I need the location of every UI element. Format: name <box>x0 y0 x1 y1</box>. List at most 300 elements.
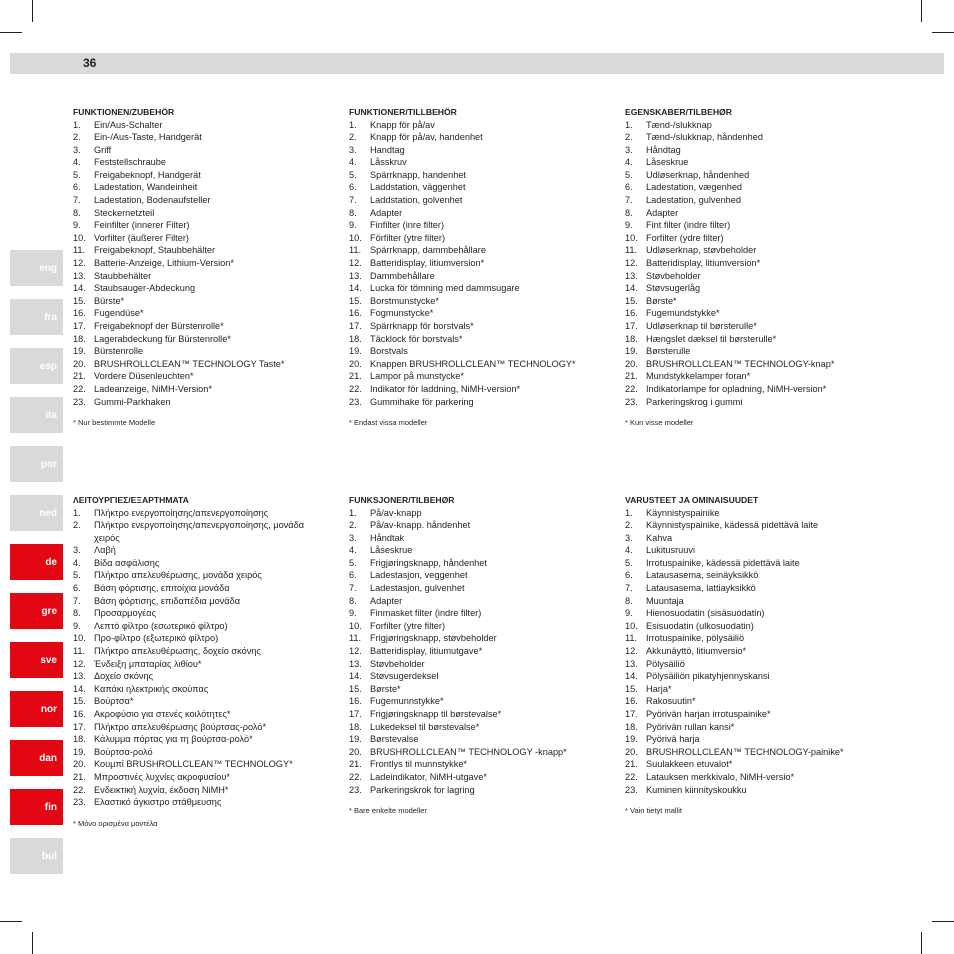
item-text: Irrotuspainike, pölysäiliö <box>646 633 745 644</box>
list-item <box>625 119 875 132</box>
item-text: Ελαστικό άγκιστρο στάθμευσης <box>94 797 222 808</box>
list-item <box>73 156 323 169</box>
item-number: 10. <box>73 633 86 644</box>
section-de <box>73 106 323 427</box>
list-item <box>349 270 599 283</box>
item-number: 7. <box>73 195 81 206</box>
list-item <box>349 582 599 595</box>
item-text: Καπάκι ηλεκτρικής σκούπας <box>94 683 209 694</box>
list-item <box>625 519 875 532</box>
item-number: 18. <box>73 333 86 344</box>
list-item <box>73 695 323 708</box>
item-number: 8. <box>349 207 357 218</box>
item-text: Freigabeknopf der Bürstenrolle* <box>94 321 224 331</box>
lang-tab-de[interactable] <box>10 544 63 580</box>
item-text: Udløserknap til børsterulle* <box>646 321 757 331</box>
item-number: 2. <box>73 132 81 143</box>
lang-tab-por[interactable] <box>10 446 63 482</box>
item-number: 4. <box>73 557 81 568</box>
item-text: Finfilter (inre filter) <box>370 220 445 231</box>
item-number: 12. <box>73 658 86 669</box>
item-text: Suulakkeen etuvalot* <box>646 759 733 770</box>
list-item <box>73 358 323 371</box>
item-number: 18. <box>73 734 86 745</box>
item-number: 16. <box>349 696 362 707</box>
item-text: Spärrknapp, dammbehållare <box>370 245 486 256</box>
item-number: 14. <box>625 671 638 682</box>
item-number: 5. <box>625 169 633 180</box>
list-item <box>73 557 323 570</box>
item-number: 7. <box>349 583 357 594</box>
list-item <box>625 758 875 771</box>
item-number: 13. <box>73 671 86 682</box>
item-text: Ladeindikator, NiMH-utgave* <box>370 771 487 782</box>
item-text: Tænd-/slukknap, håndenhed <box>646 132 763 143</box>
list-item <box>625 345 875 358</box>
crop-mark <box>0 921 22 922</box>
list-item <box>73 396 323 409</box>
item-number: 9. <box>73 620 81 631</box>
list-item <box>349 758 599 771</box>
item-number: 17. <box>625 321 638 331</box>
item-number: 4. <box>625 157 633 168</box>
item-text: Knappen BRUSHROLLCLEAN™ TECHNOLOGY* <box>370 358 576 369</box>
item-text: Akkunäyttö, litiumversio* <box>646 646 747 657</box>
item-text: Ακροφύσιο για στενές κοιλότητες* <box>94 709 231 719</box>
item-text: Fogmunstycke* <box>370 308 434 319</box>
lang-tab-ned[interactable] <box>10 495 63 531</box>
header-bar <box>10 53 944 74</box>
item-text: Batteridisplay, litiumversion* <box>646 258 761 269</box>
list-item <box>625 582 875 595</box>
item-text: Batteridisplay, litiumversion* <box>370 258 485 269</box>
item-text: Finmasket filter (indre filter) <box>370 608 482 619</box>
list-item <box>73 607 323 620</box>
list-item <box>349 144 599 157</box>
item-number: 20. <box>625 358 638 369</box>
item-text: Πλήκτρο ενεργοποίησης/απενεργοποίησης <box>94 507 269 518</box>
item-number: 23. <box>625 784 638 795</box>
item-text: Βάση φόρτισης, επιδαπέδια μονάδα <box>94 595 241 606</box>
list-item <box>349 320 599 333</box>
lang-tab-ita[interactable] <box>10 397 63 433</box>
list-item <box>625 156 875 169</box>
item-number: 8. <box>73 207 81 218</box>
item-number: 13. <box>625 270 638 281</box>
item-number: 4. <box>73 157 81 168</box>
list-item <box>349 695 599 708</box>
list-item <box>73 207 323 220</box>
item-number: 16. <box>73 709 86 719</box>
item-text: Feinfilter (innerer Filter) <box>94 220 190 231</box>
item-number: 7. <box>349 195 357 206</box>
section-fin <box>625 494 875 815</box>
list-item <box>625 708 875 721</box>
item-text: Ενδεικτική λυχνία, έκδοση NiMH* <box>94 784 229 795</box>
list-item <box>625 746 875 759</box>
item-text: Ladestation, Bodenaufsteller <box>94 195 211 206</box>
item-text: Hienosuodatin (sisäsuodatin) <box>646 608 765 619</box>
item-number: 3. <box>73 144 81 155</box>
list-item <box>625 370 875 383</box>
item-number: 5. <box>349 557 357 568</box>
item-number: 20. <box>625 746 638 757</box>
item-text: Vorfilter (äußerer Filter) <box>94 232 189 243</box>
item-text: Staubsauger-Abdeckung <box>94 283 196 294</box>
item-text: På/av-knapp <box>370 507 422 518</box>
item-number: 5. <box>349 169 357 180</box>
item-number: 2. <box>625 520 633 531</box>
item-text: Knapp för på/av, handenhet <box>370 132 483 143</box>
item-number: 3. <box>73 545 81 556</box>
item-text: Μπροστινές λυχνίες ακροφυσίου* <box>94 771 230 782</box>
item-number: 6. <box>73 182 81 193</box>
list-item <box>625 181 875 194</box>
item-number: 10. <box>349 620 362 631</box>
item-text: Steckernetzteil <box>94 207 155 218</box>
list-item <box>73 620 323 633</box>
item-text: Forfilter (ydre filter) <box>646 232 724 243</box>
item-number: 21. <box>625 371 638 382</box>
item-number: 19. <box>73 346 86 357</box>
item-text: Batterie-Anzeige, Lithium-Version* <box>94 258 234 269</box>
item-text: Bürste* <box>94 295 125 306</box>
item-number: 13. <box>625 658 638 669</box>
feature-list <box>349 119 599 409</box>
list-item <box>73 569 323 582</box>
list-item <box>73 758 323 771</box>
crop-mark <box>32 932 33 954</box>
item-number: 9. <box>349 608 357 619</box>
list-item <box>73 307 323 320</box>
item-text: Låseskrue <box>370 545 413 556</box>
feature-list <box>625 119 875 409</box>
item-number: 13. <box>73 270 86 281</box>
feature-list <box>349 507 599 797</box>
item-number: 19. <box>625 734 638 745</box>
list-item <box>73 282 323 295</box>
list-item <box>73 295 323 308</box>
lang-tab-dan[interactable] <box>10 740 63 776</box>
list-item <box>349 645 599 658</box>
list-item <box>73 746 323 759</box>
item-text: Frigjøringsknapp, håndenhet <box>370 557 487 568</box>
list-item <box>625 194 875 207</box>
item-text: Adapter <box>646 207 679 218</box>
item-text: BRUSHROLLCLEAN™ TECHNOLOGY -knapp* <box>370 746 567 757</box>
lang-tab-bul[interactable] <box>10 838 63 874</box>
item-number: 10. <box>349 232 362 243</box>
item-number: 14. <box>73 283 86 294</box>
item-text: Handtag <box>370 144 405 155</box>
lang-tab-eng[interactable] <box>10 250 63 286</box>
list-item <box>625 396 875 409</box>
list-item <box>349 119 599 132</box>
item-number: 18. <box>625 721 638 732</box>
list-item <box>625 721 875 734</box>
item-text: Käynnistyspainike, kädessä pidettävä laite <box>646 520 819 531</box>
lang-tab-sve[interactable] <box>10 642 63 678</box>
item-number: 6. <box>625 182 633 193</box>
item-text: Lucka för tömning med dammsugare <box>370 283 520 294</box>
list-item <box>349 708 599 721</box>
item-text: Låsskruv <box>370 157 407 168</box>
list-item <box>73 519 323 544</box>
footnote: * Kun visse modeller <box>625 418 694 428</box>
list-item <box>625 632 875 645</box>
item-number: 11. <box>625 245 638 256</box>
item-text: Frigjøringsknapp til børstevalse* <box>370 709 502 719</box>
lang-tab-fra[interactable] <box>10 299 63 335</box>
section-title: EGENSKABER/TILBEHØR <box>625 107 732 117</box>
item-text: Feststellschraube <box>94 157 167 168</box>
lang-tab-label: eng <box>39 262 57 274</box>
item-number: 5. <box>625 557 633 568</box>
item-number: 19. <box>349 734 362 745</box>
item-text: Lagerabdeckung für Bürstenrolle* <box>94 333 231 344</box>
item-number: 16. <box>625 308 638 319</box>
item-number: 7. <box>73 595 81 606</box>
list-item <box>349 746 599 759</box>
item-text: Tænd-/slukknap <box>646 119 712 130</box>
list-item <box>73 169 323 182</box>
item-text: Latausasema, lattiayksikkö <box>646 583 756 594</box>
item-number: 18. <box>349 721 362 732</box>
item-text: Κάλυμμα πόρτας για τη βούρτσα-ρολό* <box>94 734 253 745</box>
item-text: Πλήκτρο ενεργοποίησης/απενεργοποίησης, μονάδα χειρός <box>94 520 305 543</box>
list-item <box>349 295 599 308</box>
footnote: * Bare enkelte modeller <box>349 806 427 816</box>
item-text: Λαβή <box>94 545 116 556</box>
item-number: 13. <box>349 658 362 669</box>
list-item <box>73 658 323 671</box>
item-text: Pölysäiliö <box>646 658 685 669</box>
list-item <box>625 270 875 283</box>
item-text: Käynnistyspainike <box>646 507 720 518</box>
item-text: Pyörivän harjan irrotuspainike* <box>646 709 771 719</box>
item-text: Ladestation, vægenhed <box>646 182 743 193</box>
list-item <box>73 670 323 683</box>
list-item <box>625 144 875 157</box>
item-number: 2. <box>349 520 357 531</box>
crop-mark <box>932 921 954 922</box>
list-item <box>73 144 323 157</box>
section-dan <box>625 106 875 427</box>
item-text: Ladestasjon, gulvenhet <box>370 583 465 594</box>
item-text: Støvsugerlåg <box>646 283 701 294</box>
item-text: Freigabeknopf, Staubbehälter <box>94 245 216 256</box>
item-text: Laddstation, golvenhet <box>370 195 463 206</box>
list-item <box>73 733 323 746</box>
list-item <box>625 358 875 371</box>
item-number: 10. <box>625 232 638 243</box>
item-text: Adapter <box>370 207 403 218</box>
lang-tab-gre[interactable] <box>10 593 63 629</box>
lang-tab-label: ita <box>45 409 57 421</box>
item-text: BRUSHROLLCLEAN™ TECHNOLOGY Taste* <box>94 358 285 369</box>
item-number: 4. <box>349 545 357 556</box>
item-text: Fugendüse* <box>94 308 144 319</box>
item-number: 11. <box>73 245 86 256</box>
item-text: Gummihake för parkering <box>370 396 474 407</box>
item-text: Støvbeholder <box>646 270 701 281</box>
item-text: Håndtak <box>370 532 405 543</box>
item-number: 22. <box>349 771 362 782</box>
item-text: Πλήκτρο απελευθέρωσης βούρτσας-ρολό* <box>94 721 267 732</box>
lang-tab-label: nor <box>40 703 57 715</box>
list-item <box>349 131 599 144</box>
item-number: 23. <box>625 396 638 407</box>
list-item <box>349 345 599 358</box>
list-item <box>349 532 599 545</box>
item-text: På/av-knapp. håndenhet <box>370 520 471 531</box>
crop-mark <box>921 0 922 22</box>
list-item <box>349 282 599 295</box>
item-number: 17. <box>349 709 362 719</box>
item-text: Hængslet dæksel til børsterulle* <box>646 333 777 344</box>
item-text: Latausasema, seinäyksikkö <box>646 570 759 581</box>
section-gre <box>73 494 323 828</box>
list-item <box>73 270 323 283</box>
list-item <box>73 544 323 557</box>
item-number: 11. <box>73 646 86 657</box>
footnote: * Nur bestimmte Modelle <box>73 418 156 428</box>
item-number: 3. <box>349 144 357 155</box>
list-item <box>349 721 599 734</box>
item-number: 12. <box>349 646 362 657</box>
list-item <box>625 244 875 257</box>
item-number: 22. <box>349 383 362 394</box>
item-number: 17. <box>625 709 638 719</box>
feature-list <box>625 507 875 797</box>
item-number: 9. <box>625 608 633 619</box>
list-item <box>349 156 599 169</box>
item-number: 6. <box>625 570 633 581</box>
item-text: Lampor på munstycke* <box>370 371 464 382</box>
section-nor <box>349 494 599 815</box>
item-number: 22. <box>73 383 86 394</box>
item-text: Udløserknap, støvbeholder <box>646 245 757 256</box>
item-text: Rakosuutin* <box>646 696 696 707</box>
item-text: Forfilter (ytre filter) <box>370 620 446 631</box>
item-text: Ladestation, gulvenhed <box>646 195 742 206</box>
item-number: 22. <box>625 771 638 782</box>
item-number: 1. <box>349 119 357 130</box>
item-text: Kuminen kiinnityskoukku <box>646 784 747 795</box>
lang-tab-fin[interactable] <box>10 789 63 825</box>
item-text: Mundstykkelamper foran* <box>646 371 751 382</box>
item-number: 15. <box>73 295 86 306</box>
crop-mark <box>0 32 22 33</box>
section-title: ΛΕΙΤΟΥΡΓΙΕΣ/ΕΞΑΡΤΗΜΑΤΑ <box>73 495 189 505</box>
lang-tab-esp[interactable] <box>10 348 63 384</box>
list-item <box>349 181 599 194</box>
list-item <box>625 620 875 633</box>
list-item <box>349 507 599 520</box>
list-item <box>625 320 875 333</box>
item-number: 17. <box>73 721 86 732</box>
list-item <box>73 721 323 734</box>
list-item <box>625 532 875 545</box>
item-text: Βίδα ασφάλισης <box>94 557 160 568</box>
list-item <box>625 333 875 346</box>
item-number: 16. <box>349 308 362 319</box>
item-number: 2. <box>73 520 81 531</box>
item-text: Irrotuspainike, kädessä pidettävä laite <box>646 557 800 568</box>
page-number: 36 <box>83 56 97 70</box>
list-item <box>349 219 599 232</box>
item-text: Fugemundstykke* <box>646 308 720 319</box>
item-text: Pölysäiliön pikatyhjennyskansi <box>646 671 770 682</box>
item-number: 21. <box>349 759 362 770</box>
section-title: FUNKTIONEN/ZUBEHÖR <box>73 107 175 117</box>
item-number: 20. <box>349 358 362 369</box>
item-text: Kahva <box>646 532 673 543</box>
list-item <box>349 194 599 207</box>
item-text: Vordere Düsenleuchten* <box>94 371 194 382</box>
item-number: 3. <box>625 144 633 155</box>
item-number: 8. <box>625 595 633 606</box>
list-item <box>625 207 875 220</box>
item-number: 11. <box>625 633 638 644</box>
item-number: 12. <box>625 646 638 657</box>
crop-mark <box>921 932 922 954</box>
item-number: 3. <box>349 532 357 543</box>
list-item <box>73 194 323 207</box>
item-text: Förfilter (ytre filter) <box>370 232 446 243</box>
list-item <box>73 244 323 257</box>
item-number: 22. <box>73 784 86 795</box>
item-number: 15. <box>349 683 362 694</box>
lang-tab-label: sve <box>40 654 57 666</box>
item-number: 9. <box>349 220 357 231</box>
list-item <box>349 370 599 383</box>
item-text: Ένδειξη μπαταρίας λιθίου* <box>94 658 202 669</box>
list-item <box>73 582 323 595</box>
lang-tab-label: fin <box>44 801 57 813</box>
item-text: Ein-/Aus-Taste, Handgerät <box>94 132 202 143</box>
list-item <box>625 307 875 320</box>
list-item <box>349 733 599 746</box>
item-number: 8. <box>349 595 357 606</box>
item-text: Indikatorlampe for opladning, NiMH-version* <box>646 383 827 394</box>
item-text: Griff <box>94 144 112 155</box>
list-item <box>73 796 323 809</box>
item-number: 5. <box>73 169 81 180</box>
item-number: 5. <box>73 570 81 581</box>
list-item <box>349 670 599 683</box>
item-number: 1. <box>349 507 357 518</box>
list-item <box>349 207 599 220</box>
footnote: * Vain tietyt mallit <box>625 806 682 816</box>
item-text: Staubbehälter <box>94 270 152 281</box>
lang-tab-label: ned <box>39 507 57 519</box>
item-text: Ladestation, Wandeinheit <box>94 182 198 193</box>
list-item <box>625 507 875 520</box>
list-item <box>349 232 599 245</box>
lang-tab-nor[interactable] <box>10 691 63 727</box>
item-number: 9. <box>73 220 81 231</box>
item-text: Støvbeholder <box>370 658 425 669</box>
item-number: 6. <box>349 182 357 193</box>
item-number: 4. <box>625 545 633 556</box>
list-item <box>73 784 323 797</box>
item-number: 12. <box>625 258 638 269</box>
item-number: 23. <box>349 396 362 407</box>
item-text: Δοχείο σκόνης <box>94 671 154 682</box>
item-number: 10. <box>625 620 638 631</box>
item-text: Harja* <box>646 683 672 694</box>
